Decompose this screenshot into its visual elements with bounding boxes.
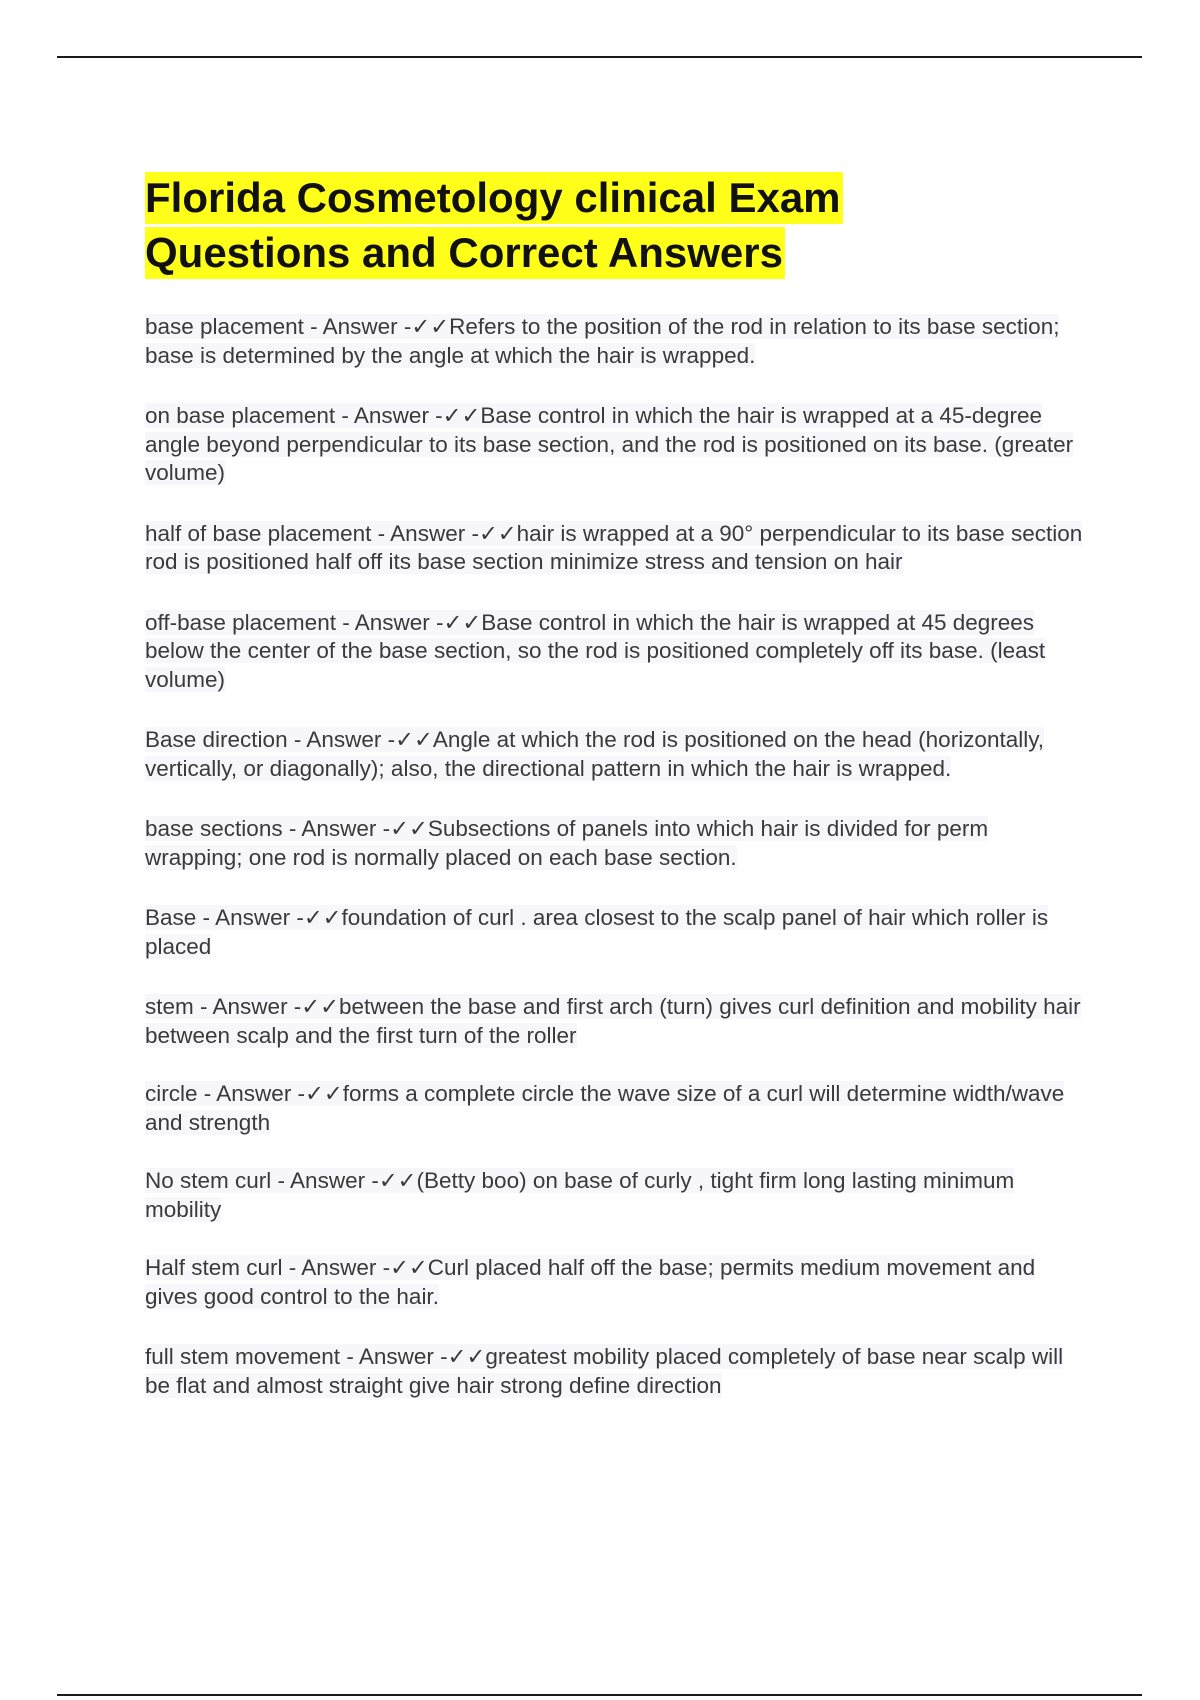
qa-term: base sections bbox=[145, 816, 283, 841]
qa-answer: Base control in which the hair is wrapped at a 45-degree angle beyond perpendicular to its base section, and the rod is positioned on its base. (greater volume) bbox=[145, 403, 1074, 485]
qa-item-no-stem-curl bbox=[145, 1167, 1085, 1224]
qa-item-half-stem-curl bbox=[145, 1254, 1085, 1311]
qa-text: full stem movement - Answer -✓✓greatest mobility placed completely of base near scalp will be flat and almost straight give hair strong define direction bbox=[145, 1344, 1064, 1398]
qa-term: stem bbox=[145, 994, 194, 1019]
qa-text: off-base placement - Answer -✓✓Base control in which the hair is wrapped at 45 degrees below the center of the base section, so the rod is positioned completely off its base. (least volume) bbox=[145, 609, 1046, 692]
qa-answer: Subsections of panels into which hair is divided for perm wrapping; one rod is normally placed on each base section. bbox=[145, 816, 989, 870]
qa-item-stem bbox=[145, 993, 1085, 1050]
qa-answer: hair is wrapped at a 90° perpendicular to its base section rod is positioned half off its base section minimize stress and tension on hair bbox=[145, 520, 1083, 574]
qa-answer-marker: Answer -✓✓ bbox=[212, 994, 340, 1019]
qa-answer: forms a complete circle the wave size of a curl will determine width/wave and strength bbox=[145, 1081, 1065, 1135]
bottom-rule bbox=[57, 1694, 1142, 1696]
qa-term: Half stem curl bbox=[145, 1255, 283, 1280]
qa-text: half of base placement - Answer -✓✓hair is wrapped at a 90° perpendicular to its base section rod is positioned half off its base section minimize stress and tension on hair bbox=[145, 520, 1083, 574]
qa-term: Base direction bbox=[145, 727, 288, 752]
qa-item-off-base-placement bbox=[145, 609, 1085, 695]
title-line-1: Florida Cosmetology clinical Exam bbox=[145, 172, 843, 224]
qa-item-half-of-base-placement bbox=[145, 520, 1085, 577]
qa-answer-marker: Answer -✓✓ bbox=[354, 609, 482, 635]
qa-text: Half stem curl - Answer -✓✓Curl placed half off the base; permits medium movement and gives good control to the hair. bbox=[145, 1255, 1036, 1309]
qa-term: No stem curl bbox=[145, 1168, 272, 1193]
document-title bbox=[145, 170, 1105, 280]
qa-term: half of base placement bbox=[145, 520, 372, 546]
qa-answer: greatest mobility placed completely of base near scalp will be flat and almost straight give hair strong define direction bbox=[145, 1344, 1064, 1398]
qa-answer-marker: Answer -✓✓ bbox=[301, 816, 428, 841]
qa-term: full stem movement bbox=[145, 1344, 341, 1369]
qa-text: base placement - Answer -✓✓Refers to the position of the rod in relation to its base section; base is determined by the angle at which the hair is wrapped. bbox=[145, 314, 1060, 368]
qa-term: off-base placement bbox=[145, 609, 336, 635]
qa-answer-marker: Answer -✓✓ bbox=[216, 1081, 343, 1106]
qa-answer: Angle at which the rod is positioned on the head (horizontally, vertically, or diagonally); also, the directional pattern in which the hair is wrapped. bbox=[145, 727, 1045, 781]
qa-answer-marker: Answer -✓✓ bbox=[390, 520, 517, 546]
qa-item-base-direction bbox=[145, 726, 1085, 783]
qa-term: Base bbox=[145, 905, 197, 930]
qa-answer-marker: Answer -✓✓ bbox=[322, 314, 450, 339]
qa-answer: Base control in which the hair is wrapped at 45 degrees below the center of the base section, so the rod is positioned completely off its base. (least volume) bbox=[145, 609, 1046, 692]
qa-text: base sections - Answer -✓✓Subsections of panels into which hair is divided for perm wrapping; one rod is normally placed on each base section. bbox=[145, 816, 989, 870]
qa-item-full-stem-movement bbox=[145, 1343, 1085, 1400]
qa-answer-marker: Answer -✓✓ bbox=[215, 905, 342, 930]
qa-text: stem - Answer -✓✓between the base and first arch (turn) gives curl definition and mobility hair between scalp and the first turn of the roller bbox=[145, 994, 1081, 1048]
qa-term: circle bbox=[145, 1081, 198, 1106]
qa-text: Base direction - Answer -✓✓Angle at which the rod is positioned on the head (horizontally, vertically, or diagonally); also, the directional pattern in which the hair is wrapped. bbox=[145, 727, 1045, 781]
qa-term: on base placement bbox=[145, 403, 336, 428]
qa-list bbox=[145, 313, 1085, 1432]
qa-answer: (Betty boo) on base of curly , tight firm long lasting minimum mobility bbox=[145, 1168, 1015, 1222]
qa-text: on base placement - Answer -✓✓Base control in which the hair is wrapped at a 45-degree angle beyond perpendicular to its base section, and the rod is positioned on its base. (greater volume) bbox=[145, 403, 1074, 485]
title-line-2: Questions and Correct Answers bbox=[145, 227, 785, 279]
qa-answer-marker: Answer -✓✓ bbox=[301, 1255, 428, 1280]
qa-text: Base - Answer -✓✓foundation of curl . area closest to the scalp panel of hair which roller is placed bbox=[145, 905, 1049, 959]
qa-answer: Refers to the position of the rod in relation to its base section; base is determined by the angle at which the hair is wrapped. bbox=[145, 314, 1060, 368]
qa-answer-marker: Answer -✓✓ bbox=[353, 403, 481, 428]
qa-answer: Curl placed half off the base; permits medium movement and gives good control to the hair. bbox=[145, 1255, 1036, 1309]
qa-item-base-sections bbox=[145, 815, 1085, 872]
qa-term: base placement bbox=[145, 314, 304, 339]
qa-item-base-placement bbox=[145, 313, 1085, 370]
qa-answer: between the base and first arch (turn) gives curl definition and mobility hair between scalp and the first turn of the roller bbox=[145, 994, 1081, 1048]
top-rule bbox=[57, 56, 1142, 58]
qa-item-base bbox=[145, 904, 1085, 961]
qa-item-on-base-placement bbox=[145, 402, 1085, 488]
qa-answer: foundation of curl . area closest to the scalp panel of hair which roller is placed bbox=[145, 905, 1049, 959]
qa-text: circle - Answer -✓✓forms a complete circle the wave size of a curl will determine width/wave and strength bbox=[145, 1081, 1065, 1135]
qa-text: No stem curl - Answer -✓✓(Betty boo) on base of curly , tight firm long lasting minimum mobility bbox=[145, 1168, 1015, 1222]
qa-answer-marker: Answer -✓✓ bbox=[306, 727, 433, 752]
qa-item-circle bbox=[145, 1080, 1085, 1137]
qa-answer-marker: Answer -✓✓ bbox=[290, 1168, 417, 1193]
qa-answer-marker: Answer -✓✓ bbox=[358, 1344, 486, 1369]
